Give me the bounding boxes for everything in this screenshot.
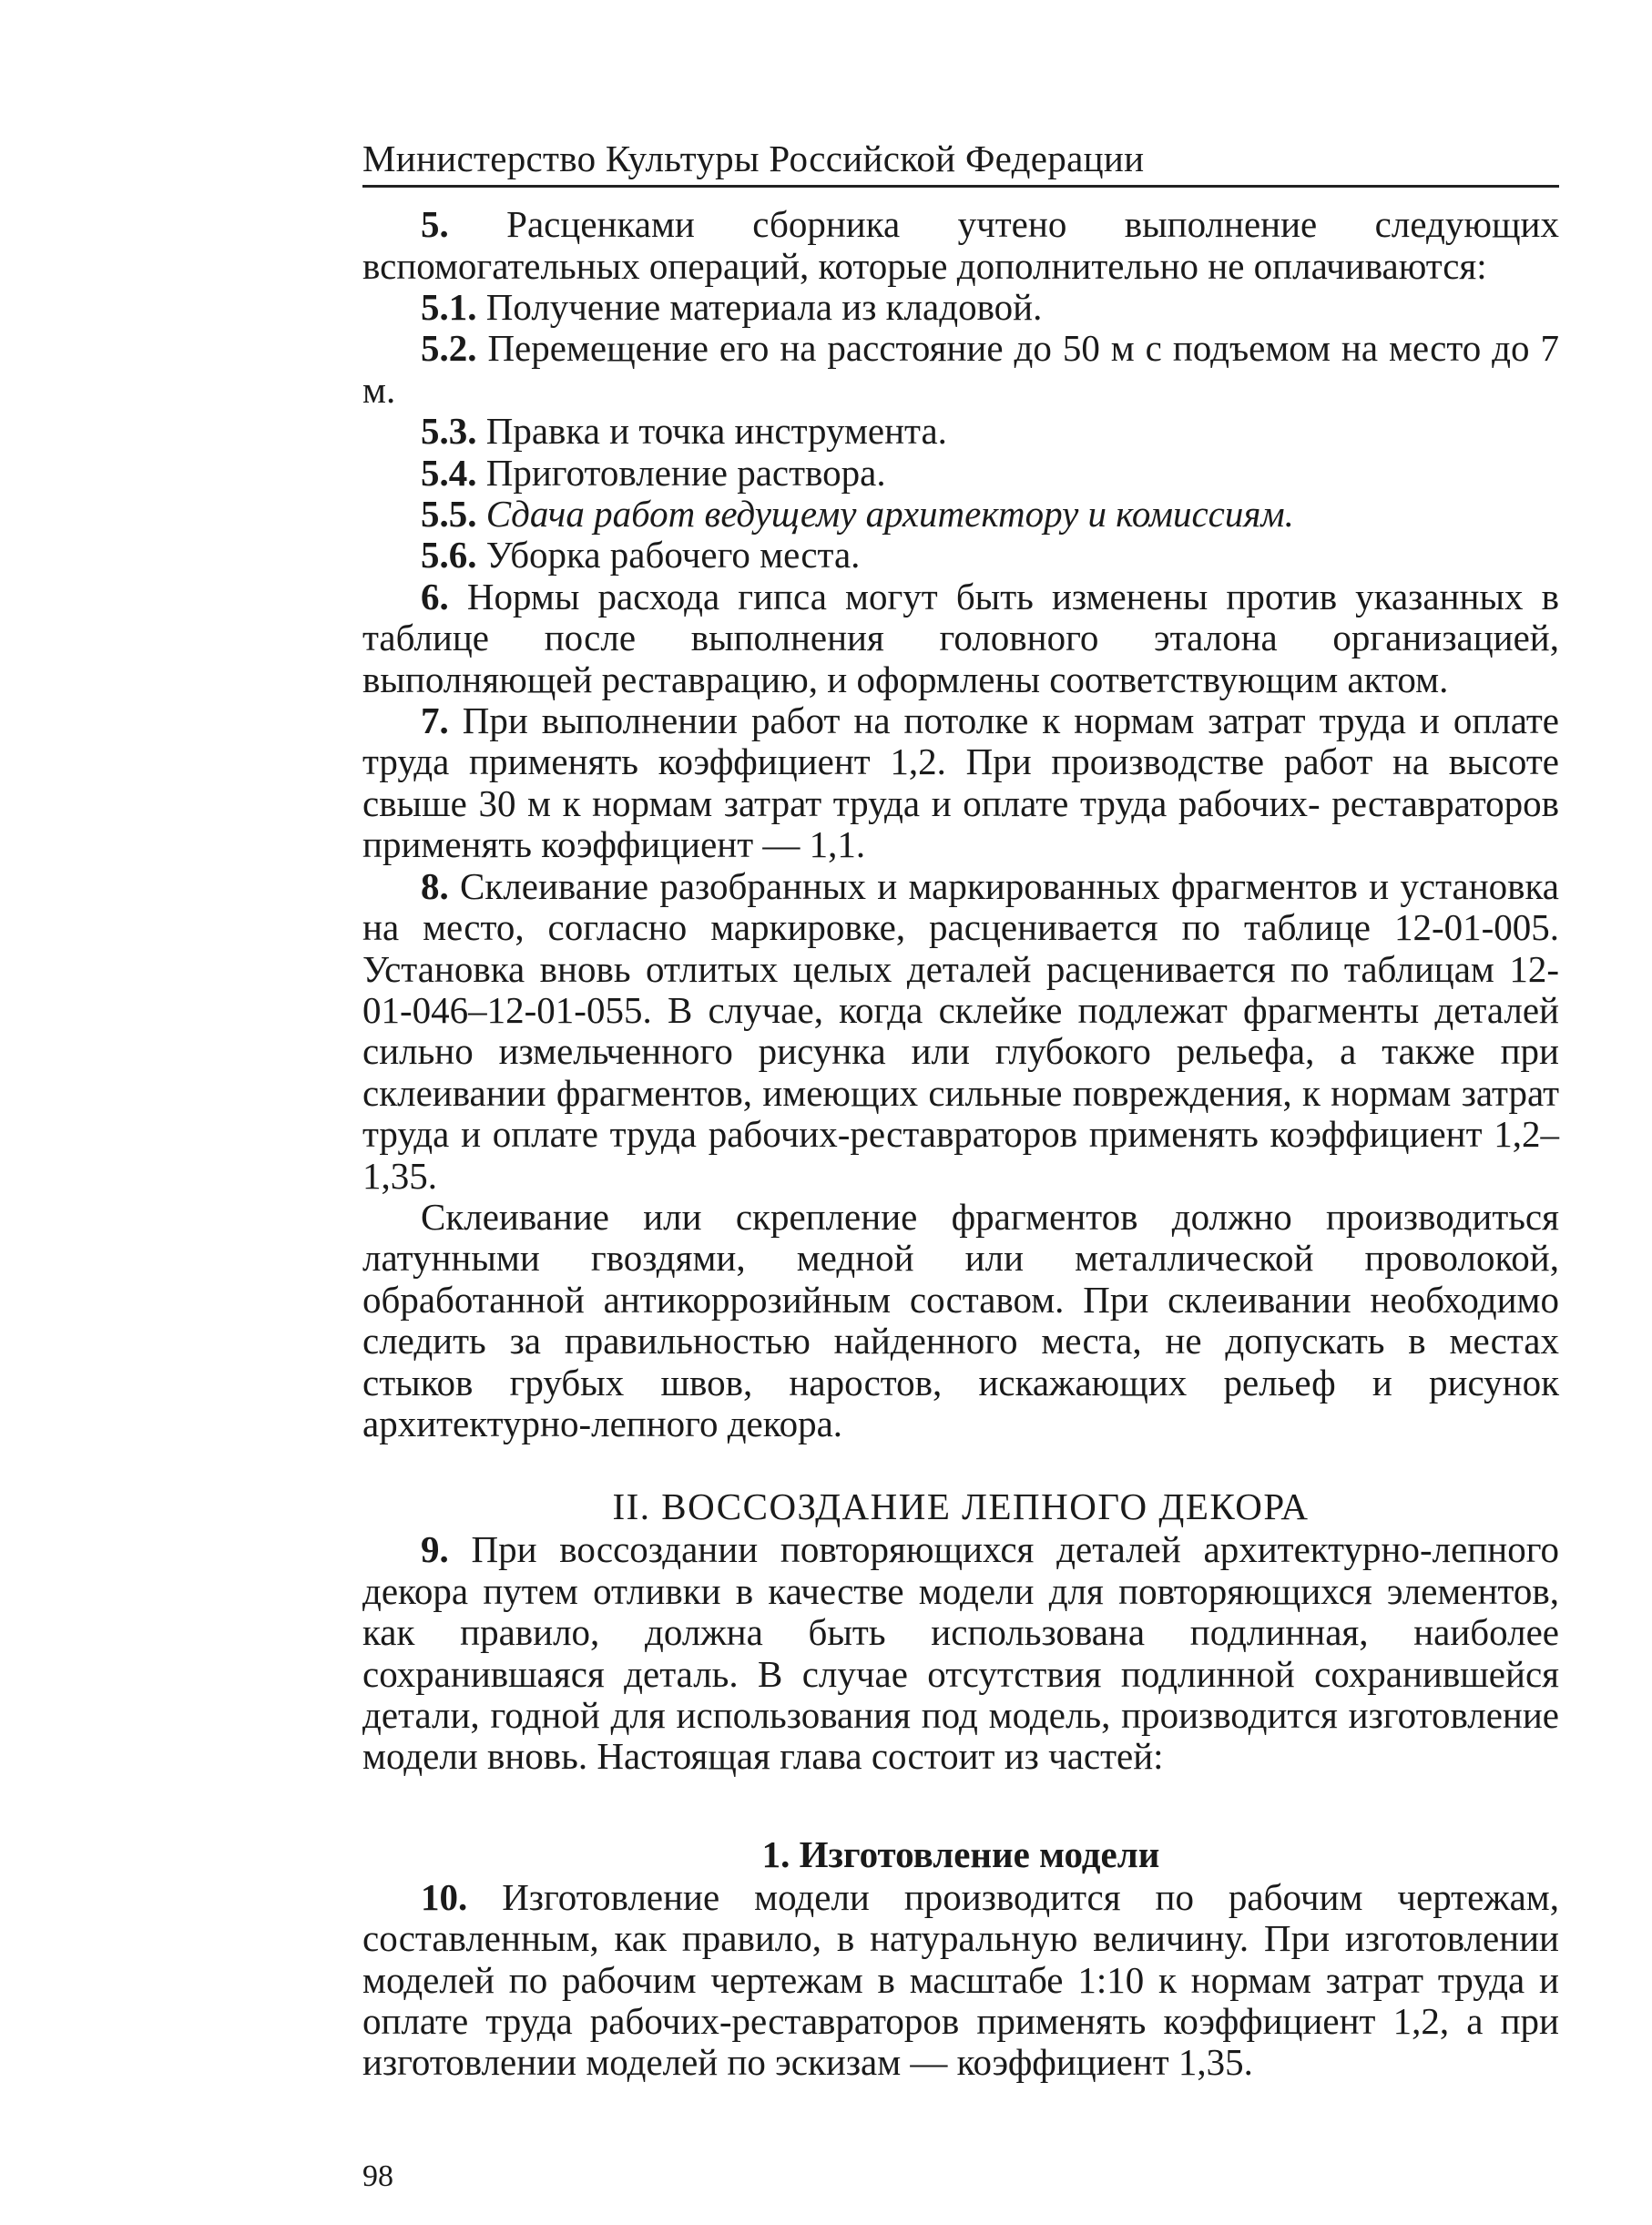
paragraph-text: Склеивание или скрепление фрагментов должно производиться латунными гвоздями, медной или металлической проволокой, обработанной антикоррозийным составом. При склеивании необходимо следить за правильностью найденного места, не допускать в местах стыков грубых швов, наростов, искажающих рельеф и рисунок архитектурно-лепного декора. xyxy=(362,1195,1559,1444)
item-number: 8. xyxy=(421,864,449,907)
paragraph-8-continued xyxy=(362,1197,1559,1444)
paragraph-5-5 xyxy=(362,494,1559,535)
paragraph-text: Склеивание разобранных и маркированных фрагментов и установка на место, согласно маркировке, расценивается по таблице 12-01-005. Установка вновь отлитых целых деталей расценивается по таблицам 12-01-046–12-01-055. В случае, когда склейке подлежат фрагменты деталей сильно измельченного рисунка или глубокого рельефа, а также при склеивании фрагментов, имеющих сильные повреждения, к нормам затрат труда и оплате труда рабочих-реставраторов применять коэффициент 1,2–1,35. xyxy=(362,864,1559,1197)
item-number: 5.1. xyxy=(421,286,477,328)
paragraph-5-4 xyxy=(362,453,1559,494)
paragraph-8 xyxy=(362,866,1559,1197)
paragraph-text: Изготовление модели производится по рабочим чертежам, составленным, как правило, в натуральную величину. При изготовлении моделей по рабочим чертежам в масштабе 1:10 к нормам затрат труда и оплате труда рабочих-реставраторов применять коэффициент 1,2, а при изготовлении моделей по эскизам — коэффициент 1,35. xyxy=(362,1875,1559,2084)
document-page xyxy=(362,137,1559,2084)
paragraph-text: Уборка рабочего места. xyxy=(476,534,861,577)
paragraph-text: Правка и точка инструмента. xyxy=(476,410,947,453)
paragraph-text: Получение материала из кладовой. xyxy=(476,286,1043,328)
paragraph-5-1 xyxy=(362,287,1559,328)
paragraph-5-6 xyxy=(362,535,1559,576)
paragraph-text: Сдача работ ведущему архитектору и комиссиям. xyxy=(476,493,1294,536)
paragraph-7 xyxy=(362,700,1559,866)
paragraph-10 xyxy=(362,1877,1559,2084)
paragraph-text: Расценками сборника учтено выполнение следующих вспомогательных операций, которые дополнительно не оплачиваются: xyxy=(362,203,1559,287)
item-number: 5.2. xyxy=(421,327,477,370)
item-number: 7. xyxy=(421,699,449,742)
paragraph-5 xyxy=(362,204,1559,287)
paragraph-text: Приготовление раствора. xyxy=(476,451,886,494)
paragraph-5-3 xyxy=(362,411,1559,452)
item-number: 5.5. xyxy=(421,493,477,536)
paragraph-text: Нормы расхода гипса могут быть изменены против указанных в таблице после выполнения головного эталона организацией, выполняющей реставрацию, и оформлены соответствующим актом. xyxy=(362,575,1559,700)
item-number: 9. xyxy=(421,1528,449,1571)
page-number: 98 xyxy=(362,2159,393,2193)
paragraph-9 xyxy=(362,1529,1559,1777)
running-head: Министерство Культуры Российской Федерации xyxy=(362,137,1559,188)
paragraph-text: При воссоздании повторяющихся деталей архитектурно-лепного декора путем отливки в качестве модели для повторяющихся элементов, как правило, должна быть использована подлинная, наиболее сохранившаяся деталь. В случае отсутствия подлинной сохранившейся детали, годной для использования под модель, производится изготовление модели вновь. Настоящая глава состоит из частей: xyxy=(362,1528,1559,1778)
item-number: 10. xyxy=(421,1875,468,1918)
subsection-title-1: 1. Изготовление модели xyxy=(761,1832,1160,1875)
paragraph-text: При выполнении работ на потолке к нормам затрат труда и оплате труда применять коэффициент 1,2. При производстве работ на высоте свыше 30 м к нормам затрат труда и оплате труда рабочих- реставраторов применять коэффициент — 1,1. xyxy=(362,699,1559,866)
item-number: 5.6. xyxy=(421,534,477,577)
item-number: 5. xyxy=(421,203,449,246)
section-title-ii: II. ВОССОЗДАНИЕ ЛЕПНОГО ДЕКОРА xyxy=(612,1485,1310,1528)
paragraph-text: Перемещение его на расстояние до 50 м с подъемом на место до 7 м. xyxy=(362,327,1559,411)
item-number: 6. xyxy=(421,575,449,617)
item-number: 5.3. xyxy=(421,410,477,453)
paragraph-5-2 xyxy=(362,328,1559,411)
paragraph-6 xyxy=(362,577,1559,700)
item-number: 5.4. xyxy=(421,451,477,494)
